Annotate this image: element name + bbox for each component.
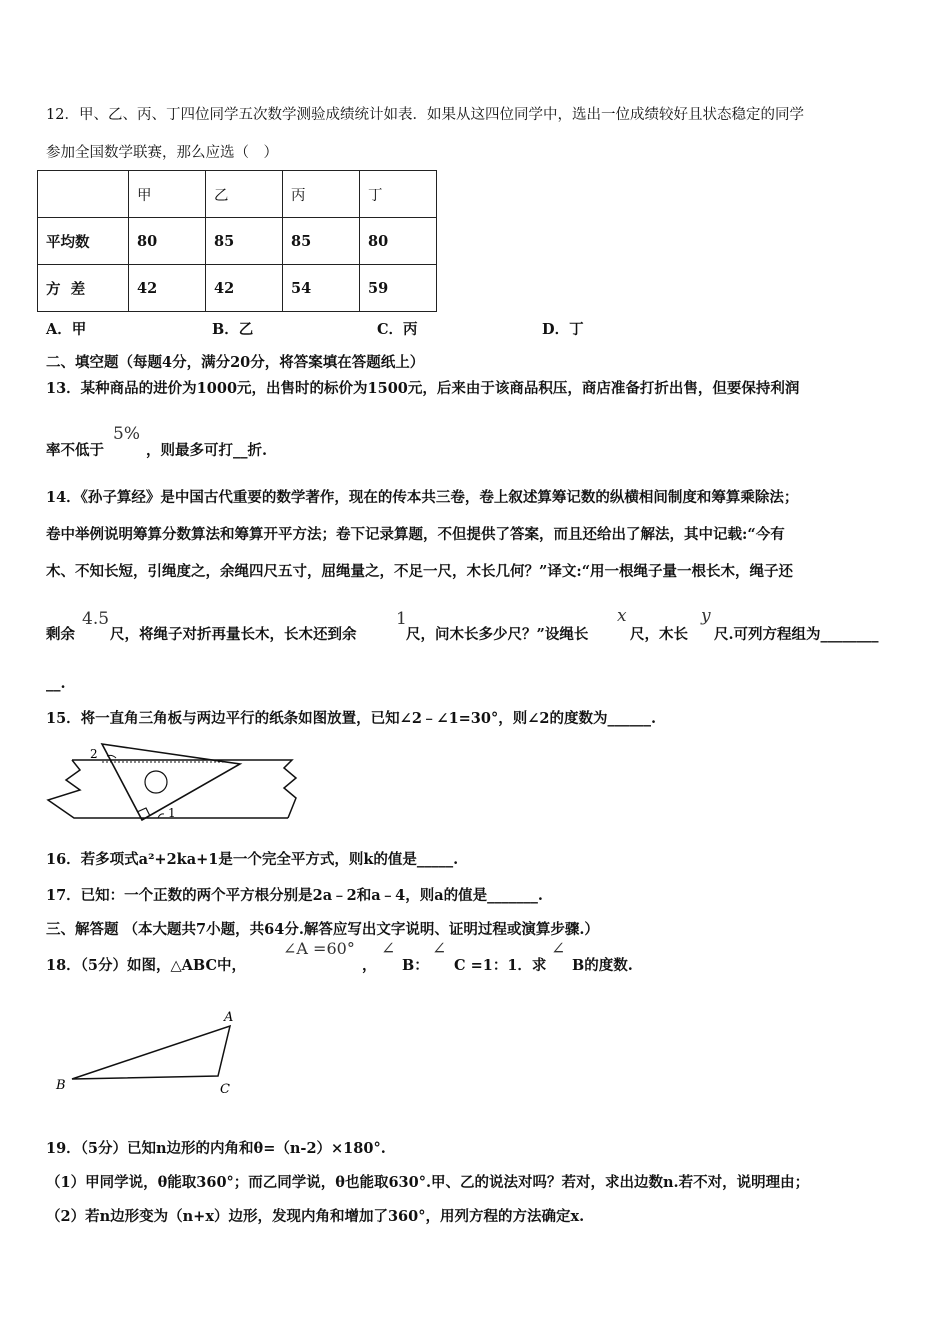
- table-cell: 42: [206, 265, 283, 312]
- option-b: B．乙: [212, 321, 254, 338]
- label-1: 1: [168, 806, 176, 820]
- angle-icon: ∠: [551, 939, 566, 959]
- q16-text: 16．若多项式a²+2ka+1是一个完全平方式，则k的值是_____.: [46, 851, 459, 868]
- q14-line4c: 尺，问木长多少尺？”设绳长: [406, 626, 589, 643]
- triangle-abc: [72, 1026, 230, 1079]
- q14-math-x: x: [617, 606, 627, 626]
- q18-c: C =1：1．求: [454, 957, 547, 974]
- q15-figure: [44, 738, 306, 824]
- q19-line1: 19．（5分）已知n边形的内角和θ=（n-2）×180°.: [46, 1140, 386, 1157]
- table-header-cell: 丙: [283, 171, 360, 218]
- q14-line3: 木、不知长短，引绳度之，余绳四尺五寸，屈绳量之，不足一尺，木长几何？”译文:“用一根绳子量一根长木，绳子还: [46, 563, 794, 580]
- label-a: A: [224, 1010, 234, 1025]
- q14-line4b: 尺，将绳子对折再量长木，长木还到余: [110, 626, 357, 643]
- table-cell: 方 差: [38, 265, 129, 312]
- q18-math: ∠A =60°: [283, 939, 355, 958]
- q13-line1: 13．某种商品的进价为1000元，出售时的标价为1500元，后来由于该商品积压，商店准备打折出售，但要保持利润: [46, 380, 800, 397]
- q12-line1: 12．甲、乙、丙、丁四位同学五次数学测验成绩统计如表．如果从这四位同学中，选出一位成绩较好且状态稳定的同学: [46, 107, 804, 123]
- q13-math: 5%: [113, 424, 140, 444]
- q13-pre: 率不低于: [46, 442, 104, 459]
- table-cell: 54: [283, 265, 360, 312]
- table-cell: 80: [360, 218, 437, 265]
- angle-icon: ∠: [432, 939, 447, 959]
- q18-pre: 18．（5分）如图，△ABC中，: [46, 957, 246, 974]
- option-c: C．丙: [377, 321, 418, 338]
- score-table: [37, 170, 437, 312]
- q18-d: B的度数.: [572, 957, 633, 974]
- label-c: C: [220, 1082, 230, 1097]
- q18-comma: ，: [362, 957, 377, 974]
- table-header-cell: 乙: [206, 171, 283, 218]
- q14-math-y: y: [701, 606, 711, 626]
- q12-line2: 参加全国数学联赛，那么应选（ ）: [46, 145, 278, 161]
- table-row: [38, 218, 437, 265]
- table-header-cell: 丁: [360, 171, 437, 218]
- table-cell: [38, 171, 129, 218]
- table-cell: 80: [129, 218, 206, 265]
- triangle-hole: [145, 771, 167, 793]
- section-3-heading: 三、解答题 （本大题共7小题，共64分.解答应写出文字说明、证明过程或演算步骤.）: [46, 921, 599, 938]
- q13-post: ，则最多可打__折.: [146, 442, 268, 459]
- section-2-heading: 二、填空题（每题4分，满分20分，将答案填在答题纸上）: [46, 354, 425, 371]
- q14-math-4.5: 4.5: [82, 609, 110, 629]
- option-a: A．甲: [46, 321, 87, 338]
- label-2: 2: [90, 747, 98, 761]
- q14-line5: __.: [46, 675, 66, 692]
- table-row: [38, 265, 437, 312]
- strip-top-edge: [72, 760, 296, 818]
- q14-line4e: 尺.可列方程组为________: [714, 626, 879, 643]
- table-row: [38, 171, 437, 218]
- q19-line3: （2）若n边形变为（n+x）边形，发现内角和增加了360°，用列方程的方法确定x.: [46, 1208, 585, 1225]
- table-cell: 85: [283, 218, 360, 265]
- table-cell: 42: [129, 265, 206, 312]
- q14-line4a: 剩余: [46, 626, 75, 643]
- q14-line2: 卷中举例说明筹算分数算法和筹算开平方法；卷下记录算题，不但提供了答案，而且还给出了解法，其中记载:“今有: [46, 526, 785, 543]
- q14-math-1: 1: [396, 609, 407, 629]
- q15-text: 15．将一直角三角板与两边平行的纸条如图放置，已知∠2﹣∠1=30°，则∠2的度数为______.: [46, 710, 657, 727]
- q18-b: B：: [402, 957, 429, 974]
- label-b: B: [56, 1078, 66, 1093]
- table-cell: 59: [360, 265, 437, 312]
- q18-triangle-figure: [54, 1005, 244, 1097]
- q17-text: 17．已知：一个正数的两个平方根分别是2a﹣2和a﹣4，则a的值是_______.: [46, 887, 543, 904]
- table-cell: 平均数: [38, 218, 129, 265]
- angle-icon: ∠: [381, 939, 396, 959]
- option-d: D．丁: [542, 321, 584, 338]
- q19-line2: （1）甲同学说，θ能取360°；而乙同学说，θ也能取630°.甲、乙的说法对吗？若对，求出边数n.若不对，说明理由；: [46, 1174, 810, 1191]
- q14-line1: 14．《孙子算经》是中国古代重要的数学著作，现在的传本共三卷，卷上叙述算筹记数的纵横相间制度和筹算乘除法；: [46, 489, 799, 506]
- q14-line4d: 尺，木长: [630, 626, 688, 643]
- table-cell: 85: [206, 218, 283, 265]
- table-header-cell: 甲: [129, 171, 206, 218]
